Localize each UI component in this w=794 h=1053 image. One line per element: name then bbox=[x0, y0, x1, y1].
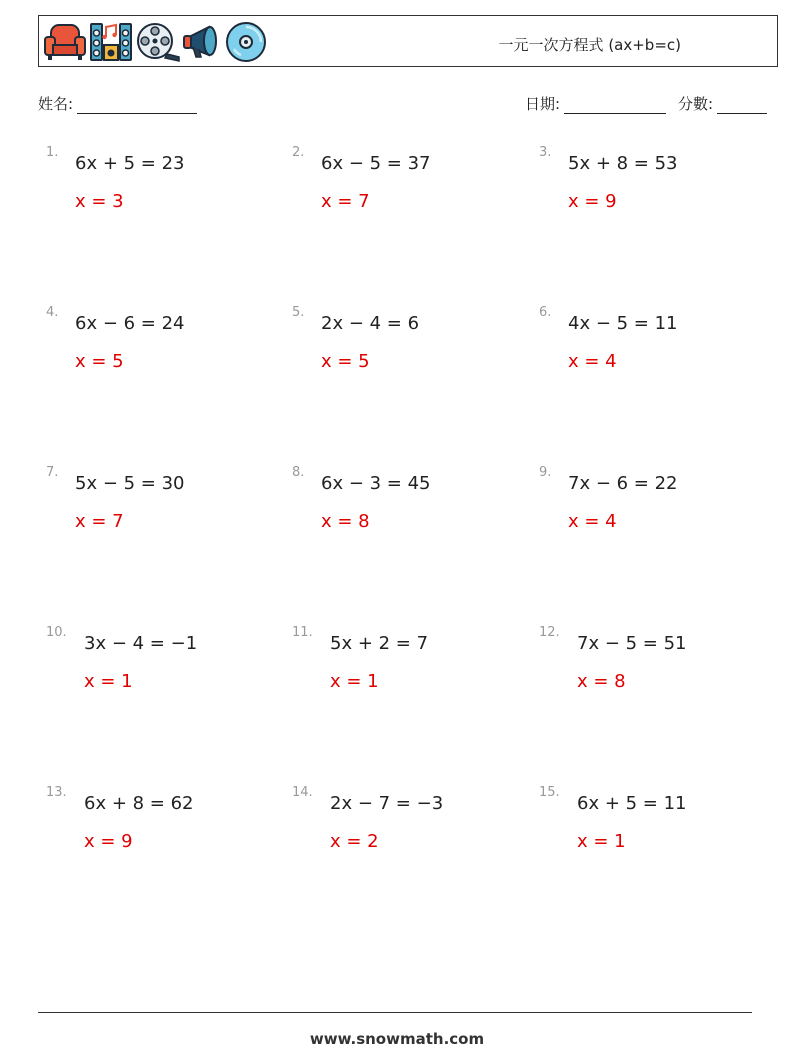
problem-equation: 7x − 6 = 22 bbox=[568, 473, 678, 494]
problem-number: 3. bbox=[539, 145, 552, 160]
problem-item bbox=[292, 465, 522, 545]
compact-disc-icon bbox=[225, 21, 267, 63]
problem-answer: x = 1 bbox=[577, 831, 626, 852]
megaphone-icon bbox=[183, 21, 223, 63]
problem-number: 9. bbox=[539, 465, 552, 480]
problem-item bbox=[539, 305, 769, 385]
problem-number: 2. bbox=[292, 145, 305, 160]
problem-equation: 6x + 5 = 23 bbox=[75, 153, 185, 174]
name-label: 姓名: bbox=[38, 95, 74, 113]
footer-url: www.snowmath.com bbox=[309, 1030, 485, 1048]
problem-number: 13. bbox=[46, 785, 67, 800]
problem-number: 14. bbox=[292, 785, 313, 800]
problem-item bbox=[292, 305, 522, 385]
problem-equation: 5x + 8 = 53 bbox=[568, 153, 678, 174]
score-field bbox=[678, 93, 767, 114]
problem-answer: x = 5 bbox=[321, 351, 370, 372]
problem-answer: x = 9 bbox=[568, 191, 617, 212]
problem-item bbox=[539, 625, 769, 705]
problem-item bbox=[292, 625, 522, 705]
problem-answer: x = 7 bbox=[75, 511, 124, 532]
problem-number: 1. bbox=[46, 145, 59, 160]
problem-item bbox=[46, 625, 276, 705]
footer-divider bbox=[38, 1012, 752, 1013]
problem-equation: 6x − 5 = 37 bbox=[321, 153, 431, 174]
problem-equation: 5x − 5 = 30 bbox=[75, 473, 185, 494]
date-blank[interactable] bbox=[564, 97, 666, 114]
problem-equation: 7x − 5 = 51 bbox=[577, 633, 687, 654]
problem-number: 11. bbox=[292, 625, 313, 640]
problem-number: 12. bbox=[539, 625, 560, 640]
problem-equation: 6x + 5 = 11 bbox=[577, 793, 687, 814]
problem-equation: 3x − 4 = −1 bbox=[84, 633, 198, 654]
problem-item bbox=[292, 785, 522, 865]
problem-equation: 5x + 2 = 7 bbox=[330, 633, 429, 654]
name-field bbox=[38, 93, 197, 114]
problem-equation: 6x − 6 = 24 bbox=[75, 313, 185, 334]
problem-item bbox=[46, 145, 276, 225]
film-reel-icon bbox=[135, 21, 181, 63]
score-label: 分數: bbox=[678, 95, 714, 113]
problem-answer: x = 8 bbox=[321, 511, 370, 532]
problem-equation: 4x − 5 = 11 bbox=[568, 313, 678, 334]
name-blank[interactable] bbox=[77, 97, 197, 114]
worksheet-title: 一元一次方程式 (ax+b=c) bbox=[498, 36, 681, 54]
problem-answer: x = 8 bbox=[577, 671, 626, 692]
problem-number: 5. bbox=[292, 305, 305, 320]
problem-item bbox=[46, 465, 276, 545]
problem-equation: 2x − 7 = −3 bbox=[330, 793, 444, 814]
armchair-icon bbox=[43, 21, 87, 63]
date-label: 日期: bbox=[525, 95, 561, 113]
problem-number: 7. bbox=[46, 465, 59, 480]
problem-answer: x = 9 bbox=[84, 831, 133, 852]
problem-item bbox=[539, 465, 769, 545]
problem-number: 4. bbox=[46, 305, 59, 320]
problem-number: 10. bbox=[46, 625, 67, 640]
problem-answer: x = 2 bbox=[330, 831, 379, 852]
problem-equation: 6x + 8 = 62 bbox=[84, 793, 194, 814]
problem-answer: x = 1 bbox=[84, 671, 133, 692]
worksheet-header bbox=[38, 15, 778, 67]
problem-equation: 2x − 4 = 6 bbox=[321, 313, 420, 334]
problem-answer: x = 4 bbox=[568, 511, 617, 532]
problem-item bbox=[46, 785, 276, 865]
score-blank[interactable] bbox=[717, 97, 767, 114]
header-icons bbox=[43, 20, 267, 64]
problem-answer: x = 1 bbox=[330, 671, 379, 692]
problem-answer: x = 7 bbox=[321, 191, 370, 212]
speakers-music-icon bbox=[89, 21, 133, 63]
problem-answer: x = 4 bbox=[568, 351, 617, 372]
problem-item bbox=[292, 145, 522, 225]
problem-answer: x = 5 bbox=[75, 351, 124, 372]
problem-number: 8. bbox=[292, 465, 305, 480]
problem-equation: 6x − 3 = 45 bbox=[321, 473, 431, 494]
date-field bbox=[525, 93, 666, 114]
problem-item bbox=[46, 305, 276, 385]
problem-item bbox=[539, 785, 769, 865]
problem-item bbox=[539, 145, 769, 225]
problem-number: 15. bbox=[539, 785, 560, 800]
problem-answer: x = 3 bbox=[75, 191, 124, 212]
problem-number: 6. bbox=[539, 305, 552, 320]
